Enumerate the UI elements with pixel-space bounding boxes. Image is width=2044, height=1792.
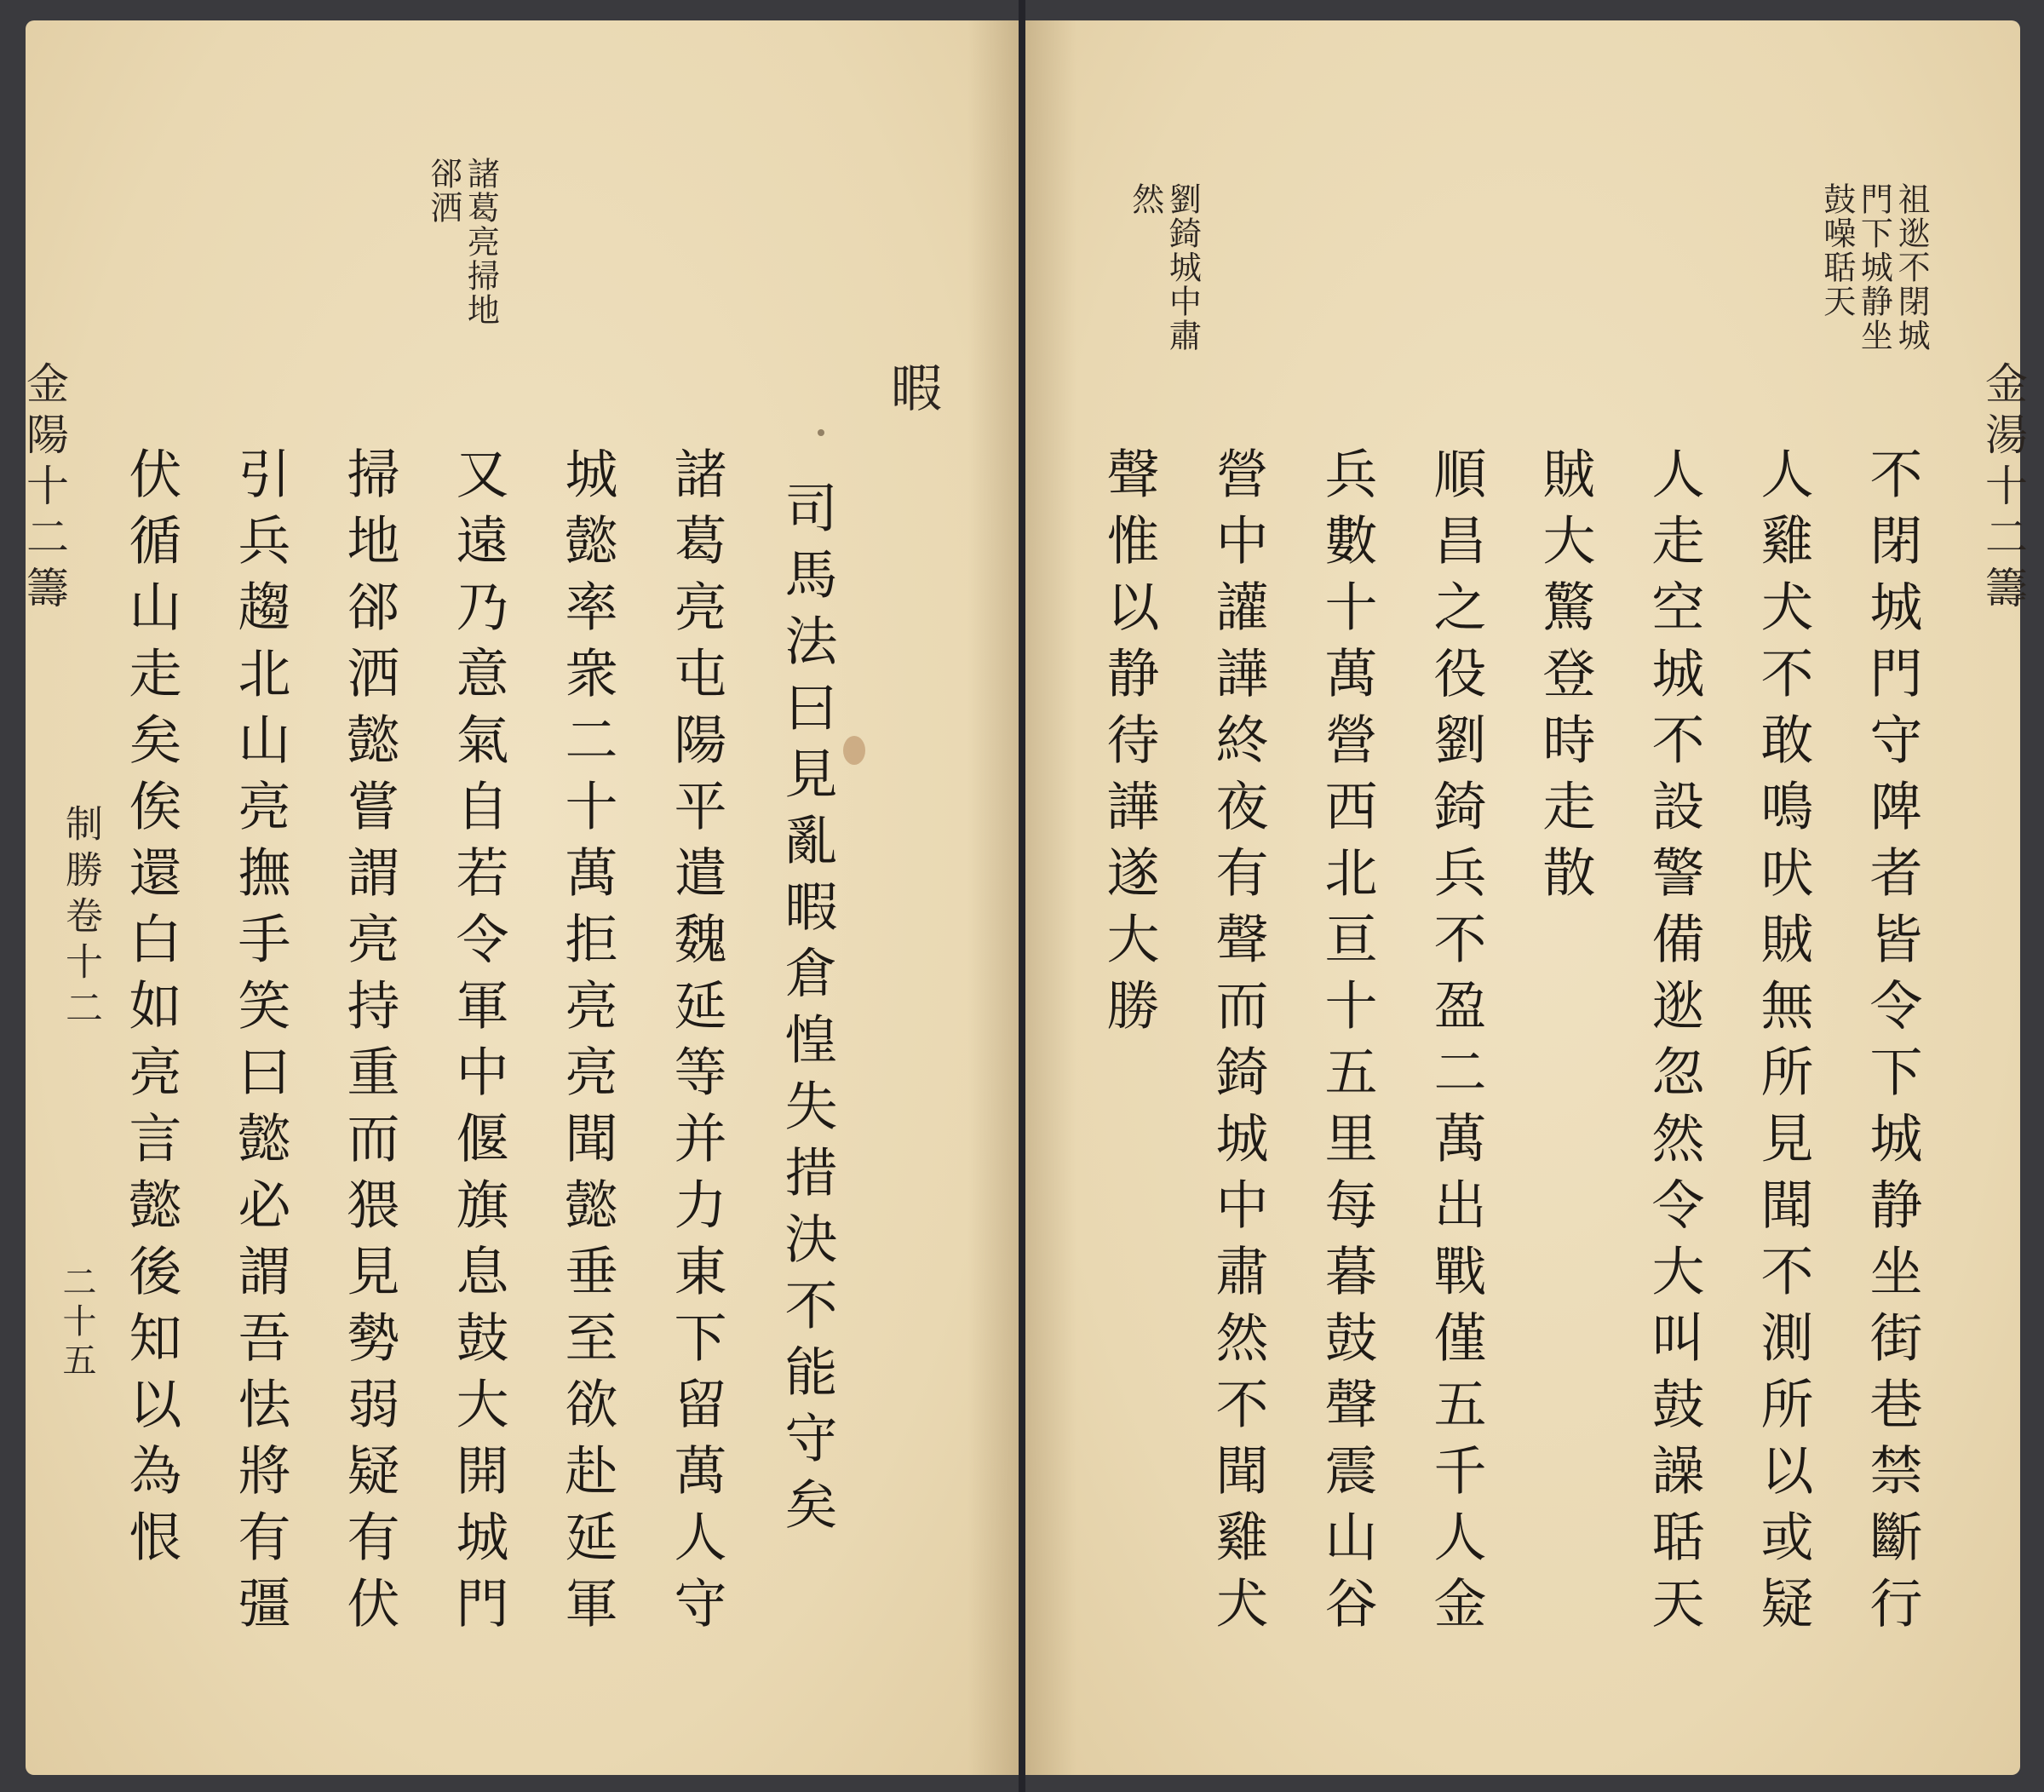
text-column: 人雞犬不敢鳴吠賊無所見聞不測所以或疑 [1752, 446, 1814, 1642]
left-page [20, 20, 1019, 1775]
text-column: 不閉城門守陴者皆令下城静坐街巷禁斷行 [1861, 446, 1923, 1642]
annotation-zhuge-liang: 諸葛亮掃地郤洒 [424, 157, 500, 327]
text-column: 掃地郤洒懿嘗謂亮持重而猥見勢弱疑有伏 [338, 446, 400, 1642]
text-column: 兵數十萬營西北亘十五里每暮鼓聲震山谷 [1316, 446, 1378, 1642]
text-column: 賊大驚登時走散 [1534, 446, 1596, 911]
ink-speck [818, 429, 824, 436]
text-column: 諸葛亮屯陽平遣魏延等并力東下留萬人守 [665, 446, 727, 1642]
book-spine [1019, 0, 1025, 1792]
margin-book-title: 金陽十二籌 [20, 361, 69, 617]
text-column: 營中讙譁終夜有聲而錡城中肅然不聞雞犬 [1207, 446, 1269, 1642]
margin-book-title: 金湯十二籌 [1978, 361, 2028, 617]
text-column: 引兵趨北山亮撫手笑曰懿必謂吾怯將有彊 [229, 446, 291, 1642]
text-column: 順昌之役劉錡兵不盈二萬出戰僅五千人金 [1425, 446, 1487, 1642]
section-title: 暇 [882, 361, 942, 412]
annotation-zu-ti: 祖逖不閉城門下城静坐鼓噪聒天 [1817, 182, 1931, 353]
margin-page-number: 二十五 [57, 1264, 96, 1381]
paper-stain [843, 736, 865, 765]
text-column: 又遠乃意氣自若令軍中偃旗息鼓大開城門 [447, 446, 509, 1642]
text-column: 司馬法曰見亂暇倉惶失措決不能守矣 [776, 480, 838, 1543]
text-column: 城懿率衆二十萬拒亮亮聞懿垂至欲赴延軍 [556, 446, 618, 1642]
margin-chapter: 制勝卷十二 [59, 804, 102, 1034]
gutter-shadow [967, 20, 1019, 1775]
annotation-liu-qi: 劉錡城中肅然 [1126, 182, 1202, 353]
text-column: 伏循山走矣俟還白如亮言懿後知以為恨 [120, 446, 182, 1576]
gutter-shadow [1025, 20, 1077, 1775]
right-page [1025, 20, 2028, 1775]
text-column: 聲惟以静待譁遂大勝 [1098, 446, 1160, 1044]
text-column: 人走空城不設警備逖忽然令大叫鼓譟聒天 [1643, 446, 1705, 1642]
